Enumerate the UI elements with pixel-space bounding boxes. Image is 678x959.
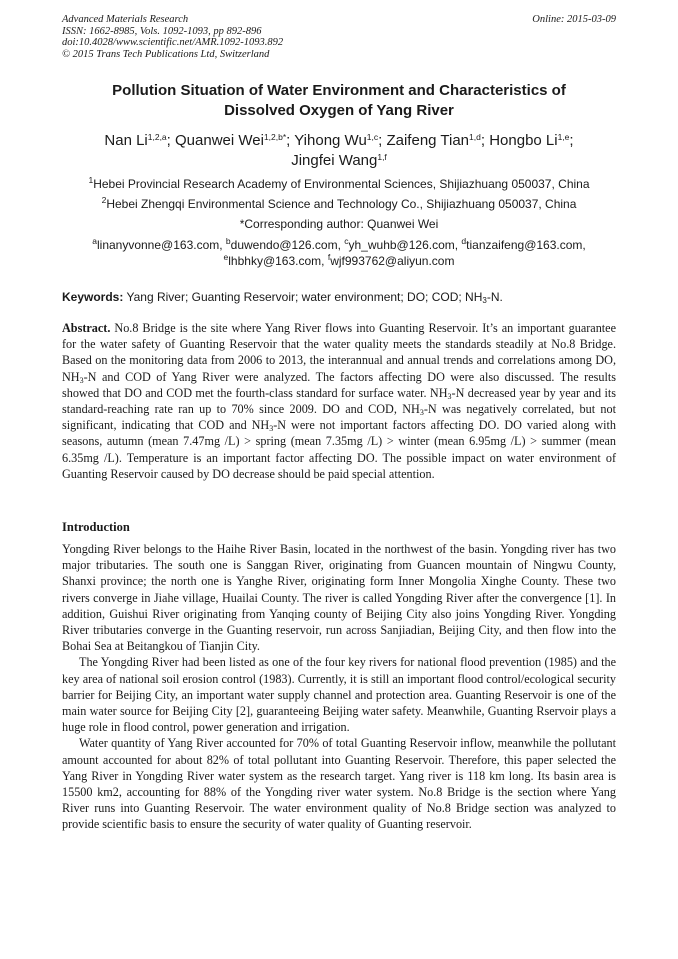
author-affil-sup: 1,c xyxy=(366,132,379,142)
keywords-label: Keywords: xyxy=(62,290,124,304)
email-address: wjf993762@aliyun.com xyxy=(330,253,455,268)
abstract-text-1: No.8 Bridge is the site where Yang River flows into Guanting Reservoir. It’s an important guarantee for the water safety of Guanting Reservoir that the water quality meets the standards steadily at No.8 Bridge. Based on the monitoring data from 2006 to 2013, the interannual and annual trends and correlations among DO, NH xyxy=(62,321,616,384)
abstract-subscript: 3 xyxy=(419,408,424,418)
introduction-heading: Introduction xyxy=(62,520,130,534)
paper-title xyxy=(62,81,616,121)
author-affil-sup: 1,f xyxy=(377,152,387,162)
title-line-1: Pollution Situation of Water Environment and Characteristics of xyxy=(112,82,566,99)
abstract-text-5: -N were not important factors affecting DO. DO varied along with seasons, autumn (mean 7.47mg /L) > spring (mean 7.35mg /L) > winter (mean 6.95mg /L) > summer (mean 6.35mg /L). Temperature is an important factor affecting DO. The possible impact on water environment of Guanting Reservoir caused by DO decrease should be paid special attention. xyxy=(62,418,616,481)
email-address: lhbhky@163.com xyxy=(228,253,322,268)
abstract-subscript: 3 xyxy=(447,391,452,401)
email-sup: a xyxy=(92,236,97,246)
email-address: duwendo@126.com xyxy=(230,238,338,252)
doi-line: doi:10.4028/www.scientific.net/AMR.1092-1093.892 xyxy=(62,37,284,48)
author-separator: ; xyxy=(286,132,295,149)
author-name: Nan Li xyxy=(104,132,148,149)
running-header xyxy=(62,14,616,60)
email-address: tianzaifeng@163.com xyxy=(466,238,583,252)
author-name: Yihong Wu xyxy=(294,132,367,149)
title-line-2: Dissolved Oxygen of Yang River xyxy=(224,102,454,119)
keywords-tail: -N. xyxy=(486,290,503,304)
online-date: Online: 2015-03-09 xyxy=(532,14,616,25)
abstract xyxy=(62,320,616,482)
copyright-line: © 2015 Trans Tech Publications Ltd, Switzerland xyxy=(62,48,270,60)
author-name: Hongbo Li xyxy=(489,132,558,149)
author-affil-sup: 1,2,a xyxy=(147,132,167,142)
affiliation-text: Hebei Provincial Research Academy of Environmental Sciences, Shijiazhuang 050037, China xyxy=(93,177,590,191)
keywords xyxy=(62,290,616,305)
author-affil-sup: 1,2,b* xyxy=(263,132,287,142)
keywords-text: Yang River; Guanting Reservoir; water environment; DO; COD; NH xyxy=(126,290,483,304)
author-name: Zaifeng Tian xyxy=(386,132,470,149)
abstract-text-4: -N was negatively correlated, but not significant, indicating that COD and NH xyxy=(62,402,616,433)
intro-paragraph-1: Yongding River belongs to the Haihe River Basin, located in the northwest of the basin. Yongding river has two major tributaries. The south one is Sanggan River, originating from Guancen mountain of Ningwu County, Shanxi province; the north one is Yanghe River, originating form Inner Mongolia Xinghe County. These two rivers converge in Jiahe village, Huailai County. The river is called Yongding River after the convergence [1]. In addition, Guishui River originating from Yanqing county of Beijing City also joins Yongding River. Yongding River tributaries converge in the Guanting reservoir, run across Sanjiadian, Beijing City, and then flow into the Bohai Sea at Beitangkou of Tianjin City. xyxy=(62,542,616,654)
affiliation-2 xyxy=(62,197,616,212)
email-sup: f xyxy=(327,251,331,262)
affiliation-text: Hebei Zhengqi Environmental Science and Technology Co., Shijiazhuang 050037, China xyxy=(106,197,577,211)
keywords-subscript: 3 xyxy=(482,296,487,305)
introduction-body xyxy=(62,541,616,833)
abstract-text-2: -N and COD of Yang River were analyzed. The factors affecting DO were also discussed. The results showed that DO and COD met the fourth-class standard for surface water. NH xyxy=(62,369,616,400)
abstract-text-3: -N decreased year by year and its standard-reaching rate ran up to 70% since 2009. DO and COD, NH xyxy=(62,385,616,417)
author-separator: ; xyxy=(378,132,387,149)
abstract-subscript: 3 xyxy=(79,375,84,385)
email-sup: b xyxy=(225,236,231,246)
author-name: Quanwei Wei xyxy=(175,132,264,149)
email-list: $^a$linanyvonne@163.com, $^b$duwendo@126.com, $^c$yh_wuhb@126.com, $^d$tianzaifeng@163.com, $^e$lhbhky@163.com, $^f$wjf993762@aliyun.com xyxy=(92,236,586,268)
affiliation-sup: 2 xyxy=(101,195,107,205)
affiliation-sup: 1 xyxy=(88,175,94,185)
affiliation-1 xyxy=(62,177,616,192)
email-sup: c xyxy=(344,236,349,246)
author-name: Jingfei Wang xyxy=(291,152,378,169)
email-address: linanyvonne@163.com xyxy=(96,238,220,252)
email-sup: d xyxy=(461,236,467,246)
intro-paragraph-3: Water quantity of Yang River accounted for 70% of total Guanting Reservoir inflow, meanwhile the pollutant amount accounted for about 82% of total pollutant into Guanting Reservoir. Therefore, this paper selected the Yang River in Yongding River water system as the research target. Yang river is 118 km long. Its basin area is 15500 km2, accounting for 88% of the Yongding river water system. No.8 Bridge is the section where Yang River runs into Guanting Reservoir. The water environment quality of No.8 Bridge section was analyzed to provide scientific basis to ensure the security of water quality of Guanting reservoir. xyxy=(62,736,616,832)
author-list xyxy=(62,131,616,171)
corresponding-author: *Corresponding author: Quanwei Wei xyxy=(239,217,439,231)
journal-name: Advanced Materials Research xyxy=(62,14,189,25)
email-address: yh_wuhb@126.com xyxy=(348,238,455,252)
author-separator: ; xyxy=(480,132,490,149)
author-affil-sup: 1,d xyxy=(469,132,481,142)
author-separator: ; xyxy=(166,132,175,149)
email-sup: e xyxy=(223,251,229,262)
issn-line: ISSN: 1662-8985, Vols. 1092-1093, pp 892-896 xyxy=(62,25,262,37)
abstract-label: Abstract. xyxy=(62,321,111,335)
author-affil-sup: 1,e xyxy=(557,132,570,142)
author-separator: ; xyxy=(569,132,574,149)
abstract-subscript: 3 xyxy=(269,424,274,434)
intro-paragraph-2: The Yongding River had been listed as one of the four key rivers for national flood prevention (1985) and the key area of national soil erosion control (1983). Currently, it is still an important flood control/ecological security barrier for Beijing City, an important water supply channel and protection area. Guanting Reservoir is one of the main water source for Beijing City [2], guaranteeing Beijing water safety. Meanwhile, Guanting Rservoir plays a huge role in flood control, power generation and irrigation. xyxy=(62,655,616,735)
